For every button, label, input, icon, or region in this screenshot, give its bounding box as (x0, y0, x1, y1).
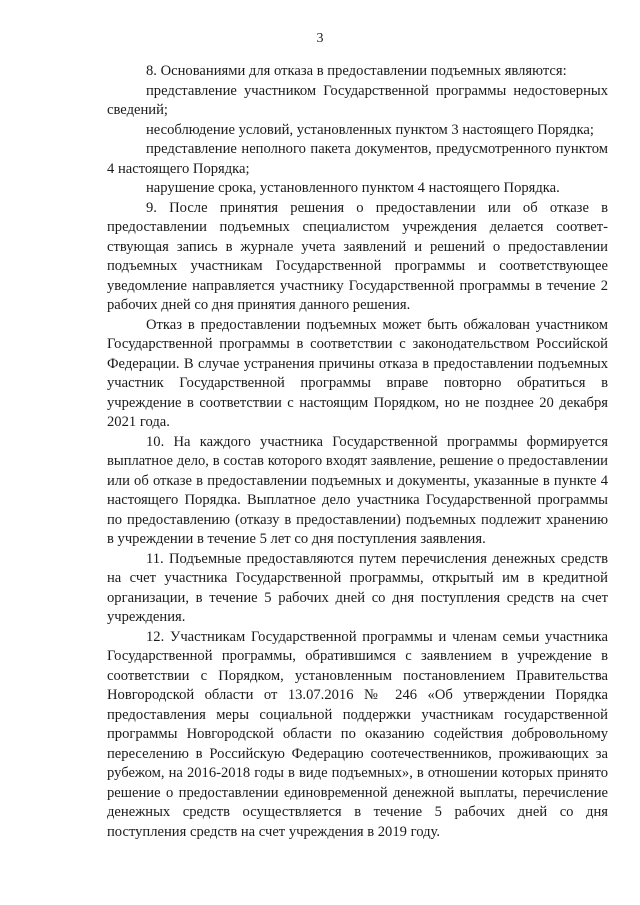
document-body (107, 62, 608, 842)
page-number: 3 (316, 31, 324, 46)
paragraph-8-intro: 8. Основаниями для отказа в предоставлении подъемных являются: (146, 63, 567, 79)
paragraph-8-item-1: представление участником Государственной программы недостоверных сведений; (107, 82, 608, 118)
paragraph-8-item-3: представление неполного пакета документов, предусмотренного пунктом 4 настоящего Порядка; (107, 141, 608, 177)
paragraph-8-item-4: нарушение срока, установленного пунктом 4 настоящего Порядка. (146, 180, 560, 196)
paragraph-9: 9. После принятия решения о предоставлении или об отказе в предоставлении подъемных специалистом учреждения делается соответствующая запись в журнале учета заявлений и решений о предоставлении подъемных участникам Государственной программы и соответствующее уведомление направляется участнику Государственной программы в течение 2 рабочих дней со дня принятия данного решения. (107, 199, 608, 313)
paragraph-12: 12. Участникам Государственной программы и членам семьи участника Государственной программы, обратившимся с заявлением в учреждение в соответствии с Порядком, установленным постановлением Правительства Новгородской области от 13.07.2016 № 246 «Об утверждении Порядка предоставления меры социальной поддержки участникам государственной программы Новгородской области по оказанию содействия добровольному переселению в Российскую Федерацию соотечественников, проживающих за рубежом, на 2016-2018 годы в виде подъемных», в отношении которых принято решение о предоставлении единовременной денежной выплаты, перечисление денежных средств осуществляется в течение 5 рабочих дней со дня поступления средств на счет учреждения в 2019 году. (107, 628, 608, 840)
paragraph-11: 11. Подъемные предоставляются путем перечисления денежных средств на счет участника Государственной программы, открытый им в кредитной организации, в течение 5 рабочих дней со дня поступления средств на счет учреждения. (107, 550, 608, 625)
paragraph-9-appeal: Отказ в предоставлении подъемных может быть обжалован участником Государственной программы в соответствии с законодательством Российской Федерации. В случае устранения причины отказа в предоставлении подъемных участник Государственной программы вправе повторно обратиться в учреждение в соответствии с настоящим Порядком, но не позднее 20 декабря 2021 года. (107, 316, 608, 430)
paragraph-10: 10. На каждого участника Государственной программы формируется выплатное дело, в состав которого входят заявление, решение о предоставлении или об отказе в предоставлении подъемных и документы, указанные в пункте 4 настоящего Порядка. Выплатное дело участника Государственной программы по предоставлению (отказу в предоставлении) подъемных подлежит хранению в учреждении в течение 5 лет со дня поступления заявления. (107, 433, 608, 547)
paragraph-8-item-2: несоблюдение условий, установленных пунктом 3 настоящего Порядка; (146, 121, 594, 138)
